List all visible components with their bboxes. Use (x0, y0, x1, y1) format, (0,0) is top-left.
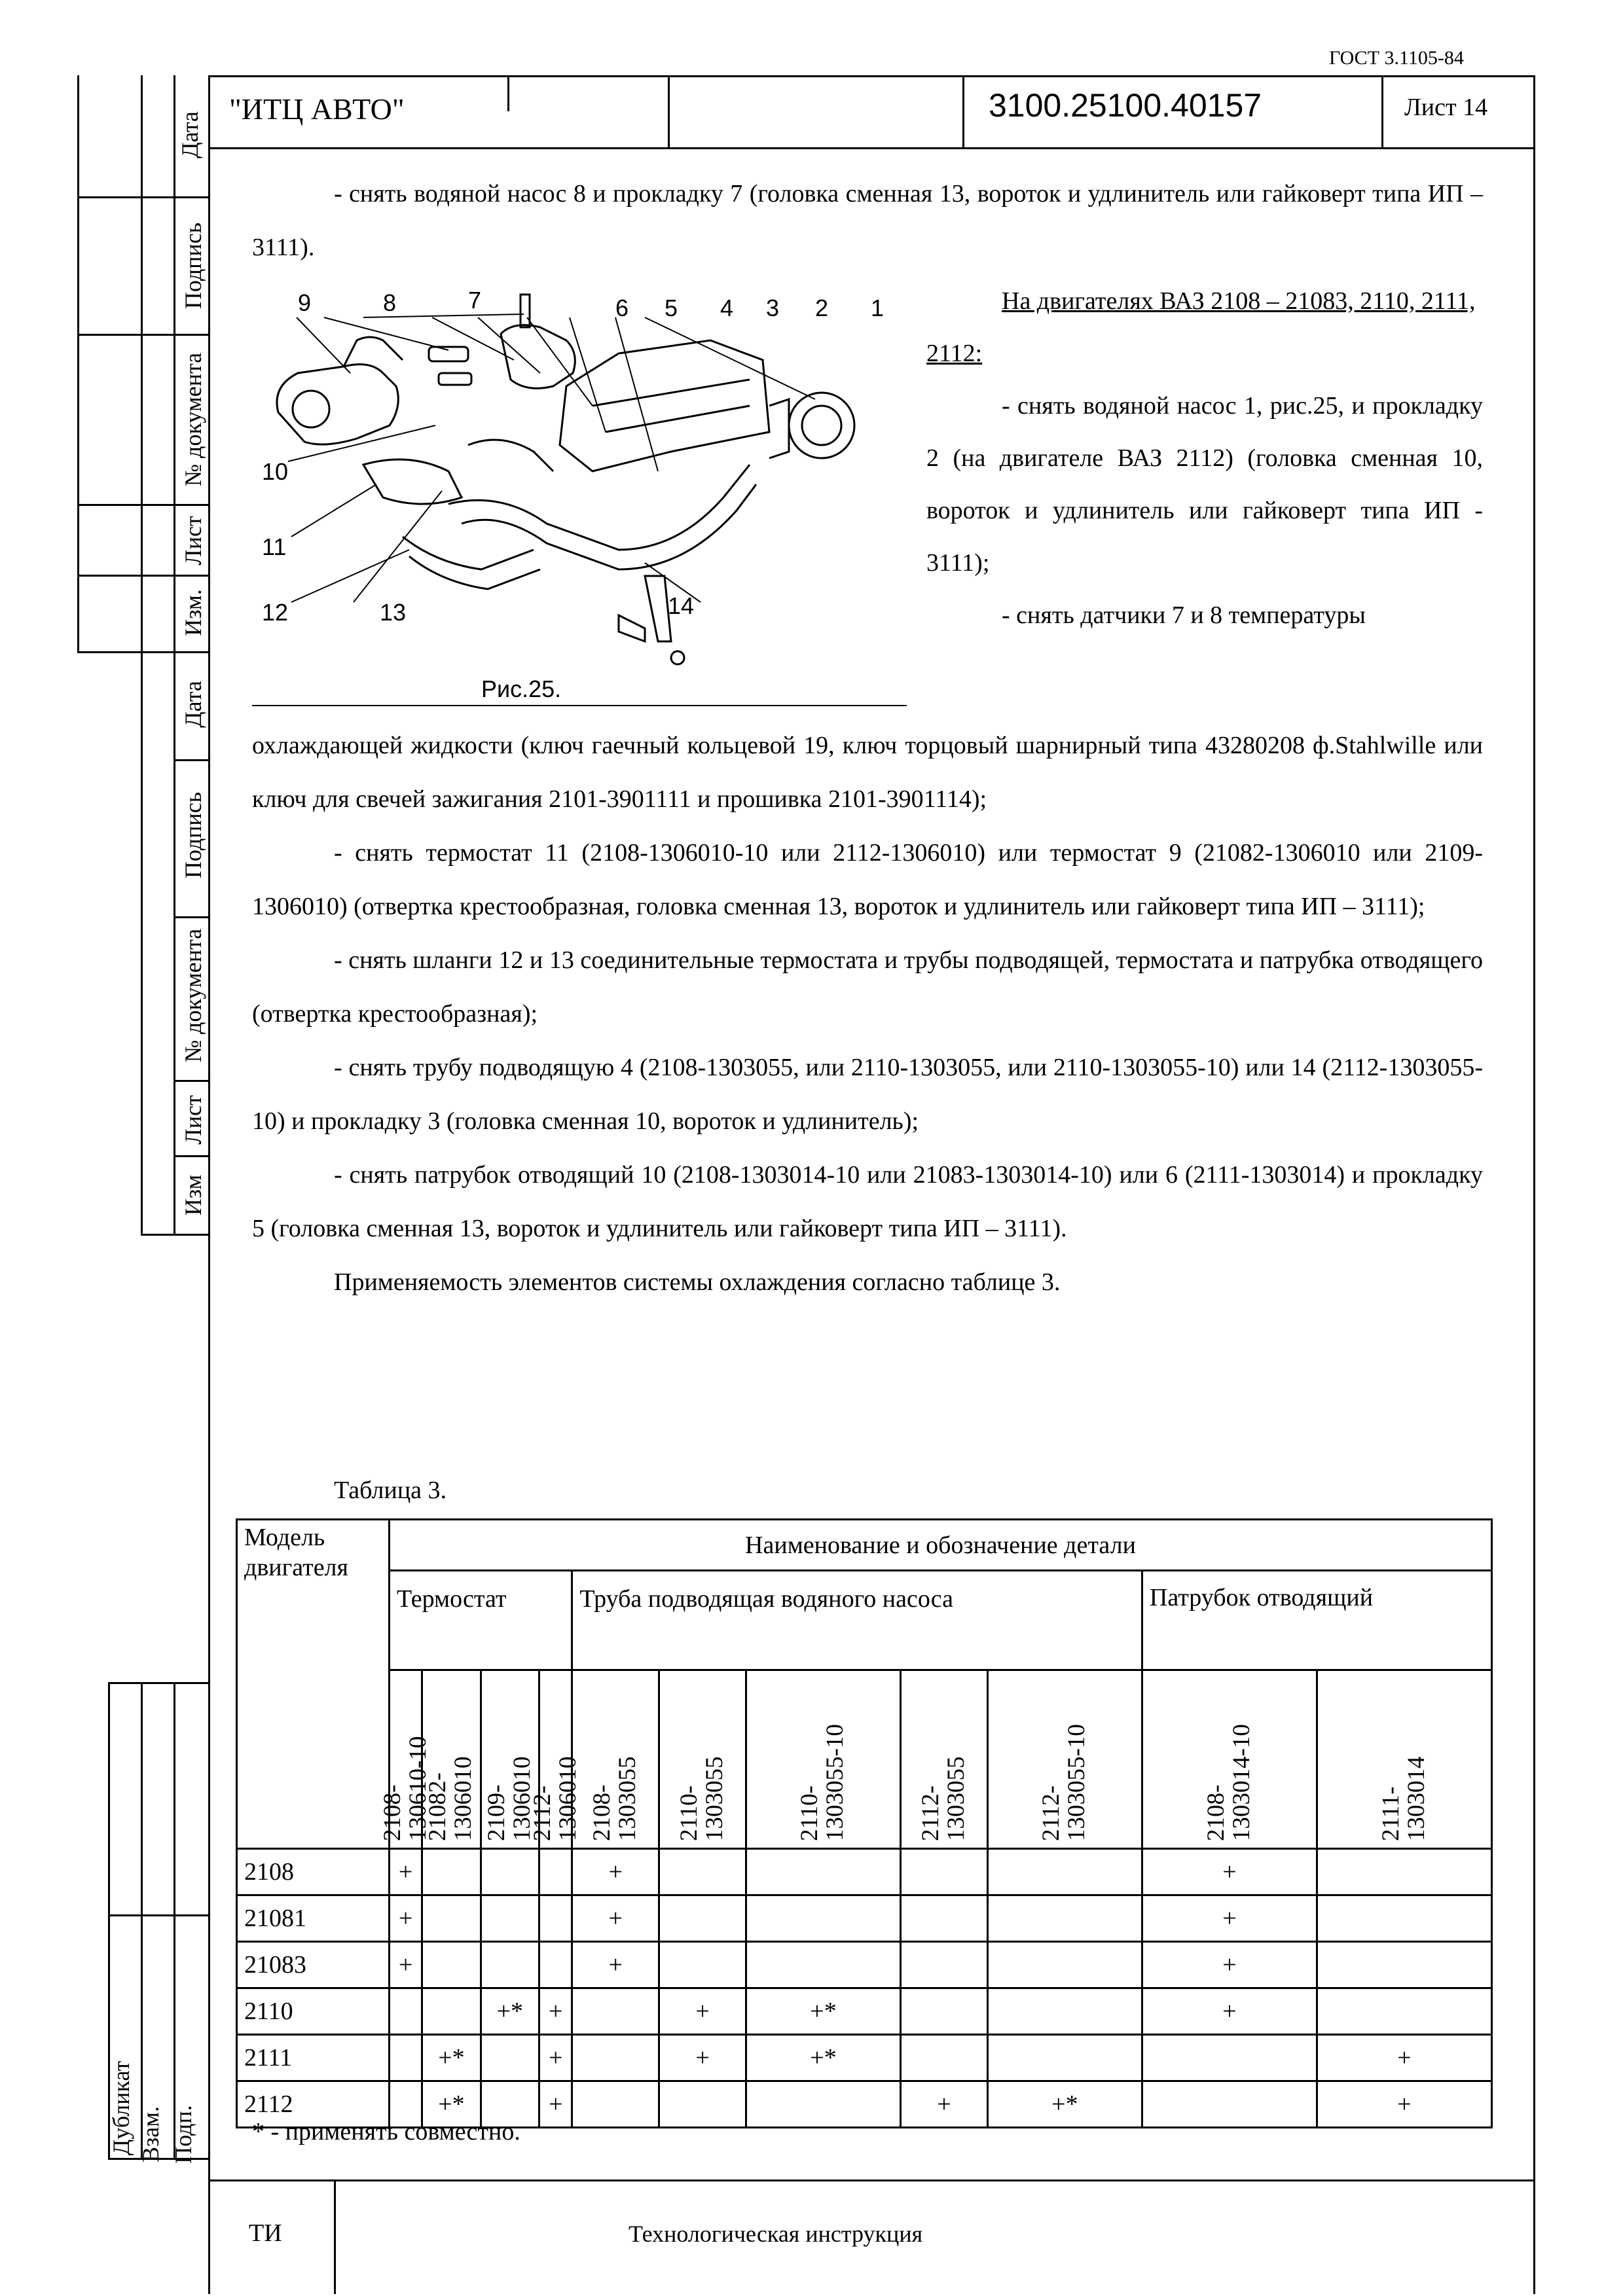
model-cell: 2110 (237, 1988, 390, 2035)
mark-cell (987, 2035, 1142, 2081)
stamp-replace: Взам. (137, 2106, 164, 2162)
header-sep-2 (962, 75, 964, 149)
mark-cell: +* (746, 1988, 900, 2035)
mark-cell (422, 1849, 481, 1895)
mark-cell: +* (746, 2035, 900, 2081)
col-header: 2110- 1303055-10 (746, 1670, 900, 1849)
mark-cell: + (1142, 1942, 1317, 1988)
col-header: 2108- 130610-10 (390, 1670, 422, 1849)
mark-cell: + (659, 2035, 746, 2081)
fig-label-8: 8 (383, 289, 397, 316)
document-number: 3100.25100.40157 (989, 87, 1262, 124)
col-header: 2110- 1303055 (659, 1670, 746, 1849)
table-row (237, 2035, 1492, 2081)
mark-cell (390, 1988, 422, 2035)
applicability-table (236, 1518, 1493, 2128)
stamp-duplicate: Дубликат (108, 2060, 134, 2156)
mark-cell: + (659, 1988, 746, 2035)
mark-cell: +* (422, 2081, 481, 2128)
model-cell: 2111 (237, 2035, 390, 2081)
mark-cell (539, 1942, 572, 1988)
frame-right (1533, 75, 1535, 2294)
stamp-change: Изм. (180, 589, 206, 636)
mark-cell (659, 2081, 746, 2128)
stamp-date-2: Дата (180, 681, 206, 728)
table-row (237, 1895, 1492, 1942)
stamp-signature-2: Подпись (180, 791, 206, 879)
mark-cell (659, 1942, 746, 1988)
mark-cell: + (1317, 2035, 1491, 2081)
mark-cell (422, 1942, 481, 1988)
mark-cell: + (572, 1942, 659, 1988)
company-name: "ИТЦ АВТО" (229, 92, 405, 126)
mark-cell (746, 1942, 900, 1988)
footer-title: Технологическая инструкция (629, 2221, 923, 2247)
model-cell: 21083 (237, 1942, 390, 1988)
stamp-doc-number: № документа (180, 352, 206, 487)
cooling-system-drawing (252, 275, 907, 720)
mark-cell (901, 1988, 988, 2035)
footnote: * - применять совместно. (252, 2118, 520, 2145)
table-row (237, 1942, 1492, 1988)
mark-cell (422, 1988, 481, 2035)
frame-top (208, 75, 1535, 77)
col-header: 2112- 1303055 (901, 1670, 988, 1849)
figure-caption: Рис.25. (481, 675, 562, 702)
mark-cell: + (1317, 2081, 1491, 2128)
mark-cell: + (1142, 1895, 1317, 1942)
stamp-date: Дата (177, 111, 203, 158)
mark-cell: + (539, 1988, 572, 2035)
mark-cell (746, 2081, 900, 2128)
mark-cell: +* (422, 2035, 481, 2081)
stamp-sign: Подп. (170, 2105, 196, 2164)
mark-cell (987, 1988, 1142, 2035)
footer-top-line (208, 2179, 1535, 2181)
mark-cell (539, 1849, 572, 1895)
fig-label-5: 5 (665, 295, 678, 321)
pipe-paragraph: - снять трубу подводящую 4 (2108-1303055, или 2110-1303055, или 2110-1303055-10) или 14 (2112-1303055-10) и прокладку 3 (головка сменная 10, вороток и удлинитель); (252, 1054, 1483, 1135)
mark-cell (1317, 1849, 1491, 1895)
mark-cell (422, 1895, 481, 1942)
mark-cell (746, 1895, 900, 1942)
mark-cell (1142, 2035, 1317, 2081)
group-header: Наименование и обозначение детали (390, 1520, 1492, 1571)
mark-cell: + (390, 1849, 422, 1895)
group-outlet: Патрубок отводящий (1142, 1571, 1491, 1670)
mark-cell (539, 1895, 572, 1942)
mark-cell: + (901, 2081, 988, 2128)
right-paragraph: - снять водяной насос 1, рис.25, и прокладку 2 (на двигателе ВАЗ 2112) (головка сменная 10, вороток и удлинитель или гайковерт типа ИП - 3111); (926, 392, 1483, 577)
mark-cell: + (539, 2081, 572, 2128)
fig-label-9: 9 (298, 289, 312, 316)
col-header: 2108- 1303055 (572, 1670, 659, 1849)
col-header: 2112- 1303055-10 (987, 1670, 1142, 1849)
mark-cell (481, 1895, 539, 1942)
mark-cell (481, 1849, 539, 1895)
paragraphs-main (252, 719, 1483, 1309)
header-sep-3 (1381, 75, 1383, 149)
outlet-paragraph: - снять патрубок отводящий 10 (2108-1303014-10 или 21083-1303014-10) или 6 (2111-1303014) и прокладку 5 (головка сменная 13, вороток и удлинитель или гайковерт типа ИП – 3111). (252, 1161, 1483, 1242)
fig-label-7: 7 (468, 287, 482, 314)
mark-cell (901, 1895, 988, 1942)
sheet-number: Лист 14 (1404, 94, 1488, 121)
engines-heading: На двигателях ВАЗ 2108 – 21083, 2110, 2111, 2112: (926, 287, 1476, 367)
mark-cell (572, 2081, 659, 2128)
sensors-paragraph-rest: охлаждающей жидкости (ключ гаечный кольцевой 19, ключ торцовый шарнирный типа 43280208 ф.Stahlwille или ключ для свечей зажигания 2101-3901111 и прошивка 2101-3901114); (252, 732, 1483, 813)
stamp-sheet-2: Лист (180, 1095, 206, 1145)
table-row (237, 1988, 1492, 2035)
fig-label-12: 12 (262, 599, 289, 626)
col-header: 2108- 1303014-10 (1142, 1670, 1317, 1849)
fig-label-6: 6 (615, 295, 629, 321)
column-headers (237, 1670, 1492, 1849)
thermostat-paragraph: - снять термостат 11 (2108-1306010-10 или 2112-1306010) или термостат 9 (21082-1306010 или 2109-1306010) (отвертка крестообразная, головка сменная 13, вороток и удлинитель или гайковерт типа ИП – 3111); (252, 839, 1483, 920)
hoses-paragraph: - снять шланги 12 и 13 соединительные термостата и трубы подводящей, термостата и патрубка отводящего (отвертка крестообразная); (252, 946, 1483, 1028)
col-header: 2109- 1306010 (481, 1670, 539, 1849)
figure-25 (252, 275, 907, 720)
mark-cell (659, 1849, 746, 1895)
mark-cell: + (572, 1895, 659, 1942)
mark-cell: + (1142, 1988, 1317, 2035)
applicability-paragraph: Применяемость элементов системы охлаждения согласно таблице 3. (334, 1268, 1061, 1296)
model-cell: 2112 (237, 2081, 390, 2128)
mark-cell (987, 1849, 1142, 1895)
mark-cell: +* (987, 2081, 1142, 2128)
mark-cell (481, 2035, 539, 2081)
fig-label-13: 13 (380, 599, 407, 626)
mark-cell (659, 1895, 746, 1942)
mark-cell (901, 1942, 988, 1988)
mark-cell: + (539, 2035, 572, 2081)
col-header: 2111- 1303014 (1317, 1670, 1491, 1849)
mark-cell (901, 2035, 988, 2081)
fig-label-1: 1 (871, 295, 884, 321)
mark-cell: +* (481, 1988, 539, 2035)
mark-cell (390, 2035, 422, 2081)
col-header: 21082- 1306010 (422, 1670, 481, 1849)
table-caption: Таблица 3. (334, 1477, 447, 1504)
group-pipe: Труба подводящая водяного насоса (572, 1571, 1142, 1670)
fig-label-11: 11 (262, 533, 287, 560)
mark-cell: + (1142, 1849, 1317, 1895)
fig-label-14: 14 (668, 592, 695, 619)
stamp-change-2: Изм (180, 1174, 206, 1216)
mark-cell (1317, 1942, 1491, 1988)
fig-label-2: 2 (815, 295, 829, 321)
table-row (237, 1849, 1492, 1895)
model-cell: 21081 (237, 1895, 390, 1942)
mark-cell (987, 1942, 1142, 1988)
mark-cell (746, 1849, 900, 1895)
fig-label-3: 3 (766, 295, 780, 321)
mark-cell: + (390, 1942, 422, 1988)
frame-left (208, 75, 210, 2294)
group-thermostat: Термостат (390, 1571, 572, 1670)
mark-cell (1142, 2081, 1317, 2128)
sensors-paragraph-start: - снять датчики 7 и 8 температуры (1002, 601, 1366, 629)
header-sep-1 (668, 75, 670, 149)
col-header: 2112- 1306010 (539, 1670, 572, 1849)
mark-cell (1317, 1895, 1491, 1942)
fig-label-4: 4 (720, 295, 734, 321)
header-bottom-line (208, 147, 1535, 149)
header-tick (507, 75, 509, 111)
mark-cell (901, 1849, 988, 1895)
fig-label-10: 10 (262, 458, 289, 485)
model-cell: 2108 (237, 1849, 390, 1895)
gost-label: ГОСТ 3.1105-84 (1329, 47, 1464, 69)
stamp-signature: Подпись (180, 222, 206, 310)
mark-cell: + (572, 1849, 659, 1895)
footer-sep (334, 2179, 336, 2294)
model-header: Модель двигателя (237, 1520, 390, 1849)
stamp-doc-number-2: № документа (180, 928, 206, 1063)
stamp-sheet: Лист (180, 516, 206, 565)
mark-cell: + (390, 1895, 422, 1942)
mark-cell (987, 1895, 1142, 1942)
paragraph-water-pump: - снять водяной насос 8 и прокладку 7 (головка сменная 13, вороток и удлинитель или гайковерт типа ИП – 3111). (252, 180, 1483, 261)
mark-cell (572, 2035, 659, 2081)
mark-cell (572, 1988, 659, 2035)
right-column (926, 275, 1483, 641)
mark-cell (1317, 1988, 1491, 2035)
mark-cell (481, 1942, 539, 1988)
footer-code: ТИ (249, 2219, 282, 2247)
